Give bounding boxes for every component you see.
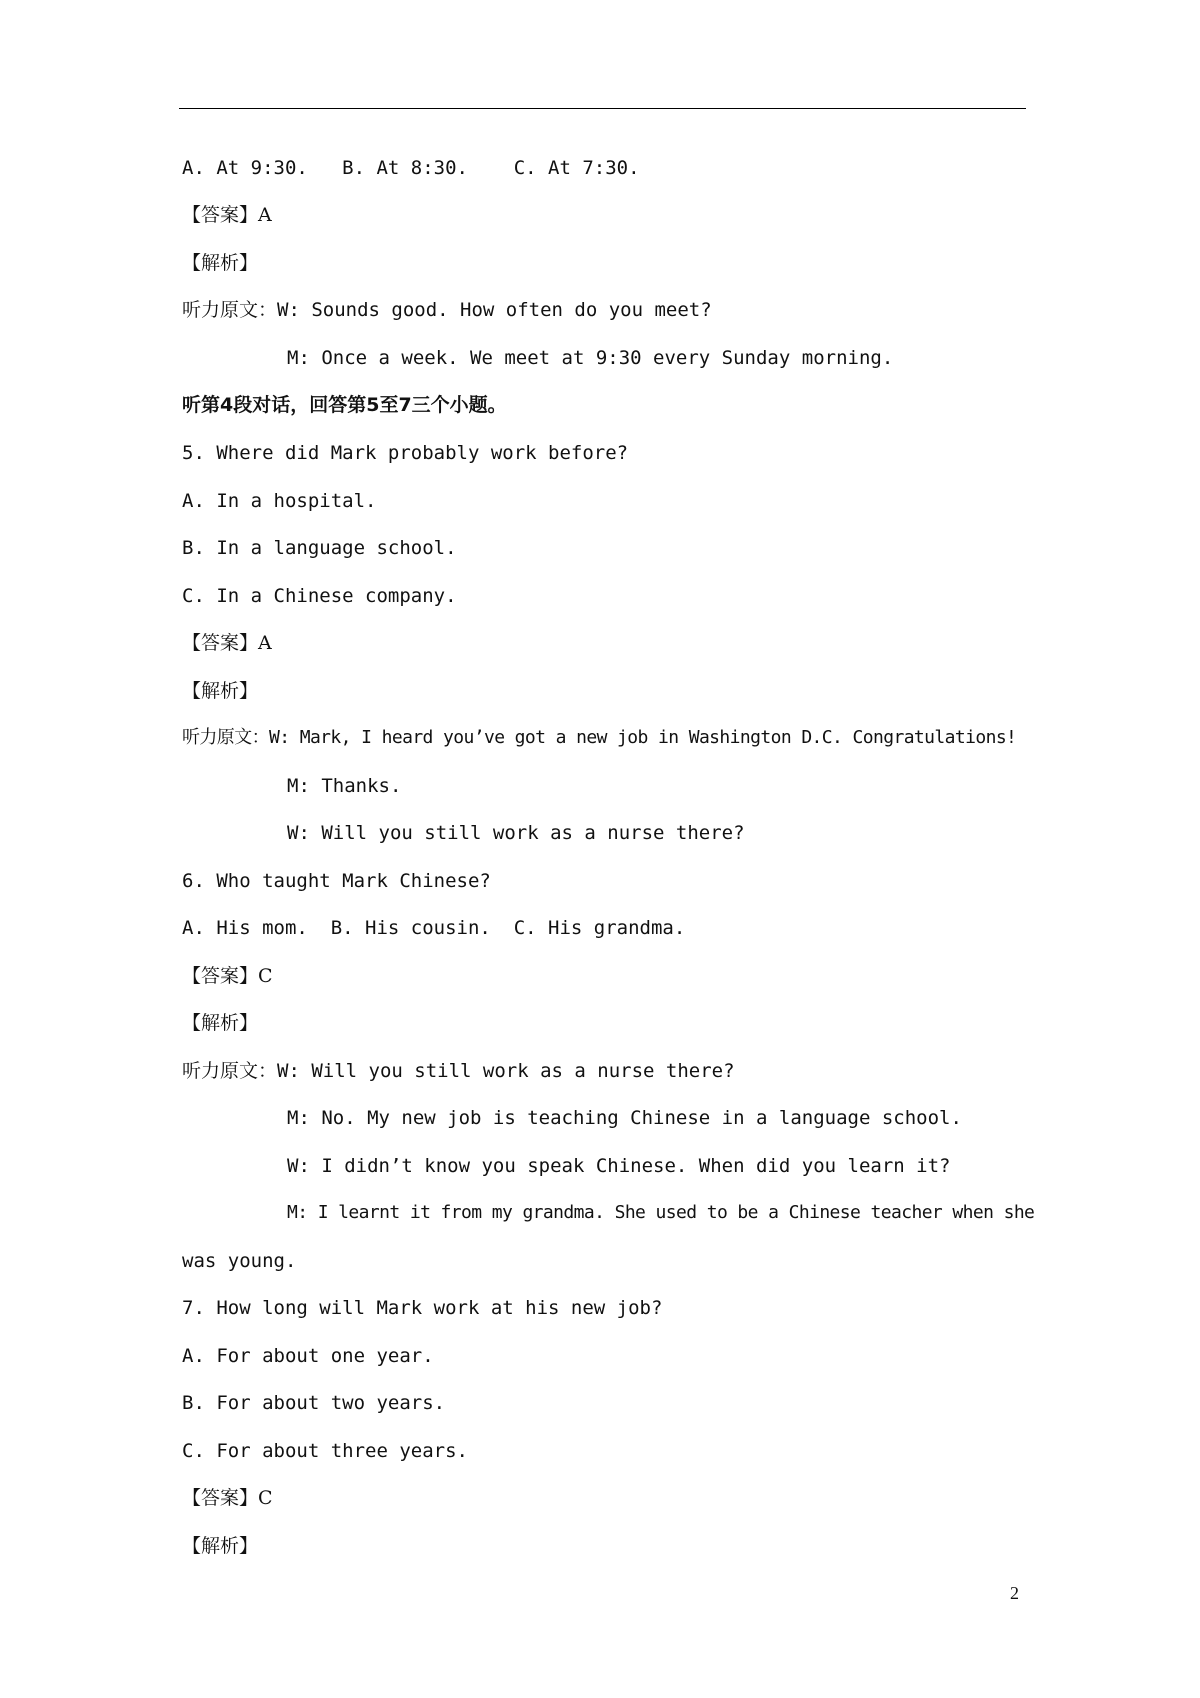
transcript-line: M: No. My new job is teaching Chinese in a language school. [287,1107,962,1129]
analysis-label: 【解析】 [182,1535,259,1557]
transcript-line: W: Will you still work as a nurse there? [287,822,745,844]
transcript-line: 听力原文：W: Sounds good. How often do you meet? [182,299,712,321]
transcript-line: 听力原文：W: Mark, I heard you’ve got a new job in Washington D.C. Congratulations! [182,727,1017,748]
answer-label: 【答案】C [182,1487,273,1509]
section-heading: 听第4段对话，回答第5至7三个小题。 [182,394,507,416]
transcript-line: M: I learnt it from my grandma. She used to be a Chinese teacher when she [287,1202,1035,1223]
page-number: 2 [1010,1583,1019,1603]
analysis-label: 【解析】 [182,252,259,274]
option-line: A. In a hospital. [182,490,377,512]
transcript-line: M: Thanks. [287,775,402,797]
question-line: 7. How long will Mark work at his new job? [182,1297,663,1319]
option-line: A. At 9:30. B. At 8:30. C. At 7:30. [182,157,640,179]
answer-label: 【答案】C [182,965,273,987]
option-line: A. For about one year. [182,1345,434,1367]
header-rule [179,108,1026,109]
option-line: C. For about three years. [182,1440,468,1462]
answer-label: 【答案】A [182,204,272,226]
option-line: B. For about two years. [182,1392,446,1414]
question-line: 5. Where did Mark probably work before? [182,442,629,464]
analysis-label: 【解析】 [182,1012,259,1034]
analysis-label: 【解析】 [182,680,259,702]
option-line: C. In a Chinese company. [182,585,457,607]
transcript-line: M: Once a week. We meet at 9:30 every Sunday morning. [287,347,894,369]
question-line: 6. Who taught Mark Chinese? [182,870,491,892]
option-line: A. His mom. B. His cousin. C. His grandma. [182,917,686,939]
transcript-line: 听力原文：W: Will you still work as a nurse there? [182,1060,735,1082]
answer-label: 【答案】A [182,632,272,654]
option-line: B. In a language school. [182,537,457,559]
transcript-line: was young. [182,1250,297,1272]
transcript-line: W: I didn’t know you speak Chinese. When did you learn it? [287,1155,951,1177]
